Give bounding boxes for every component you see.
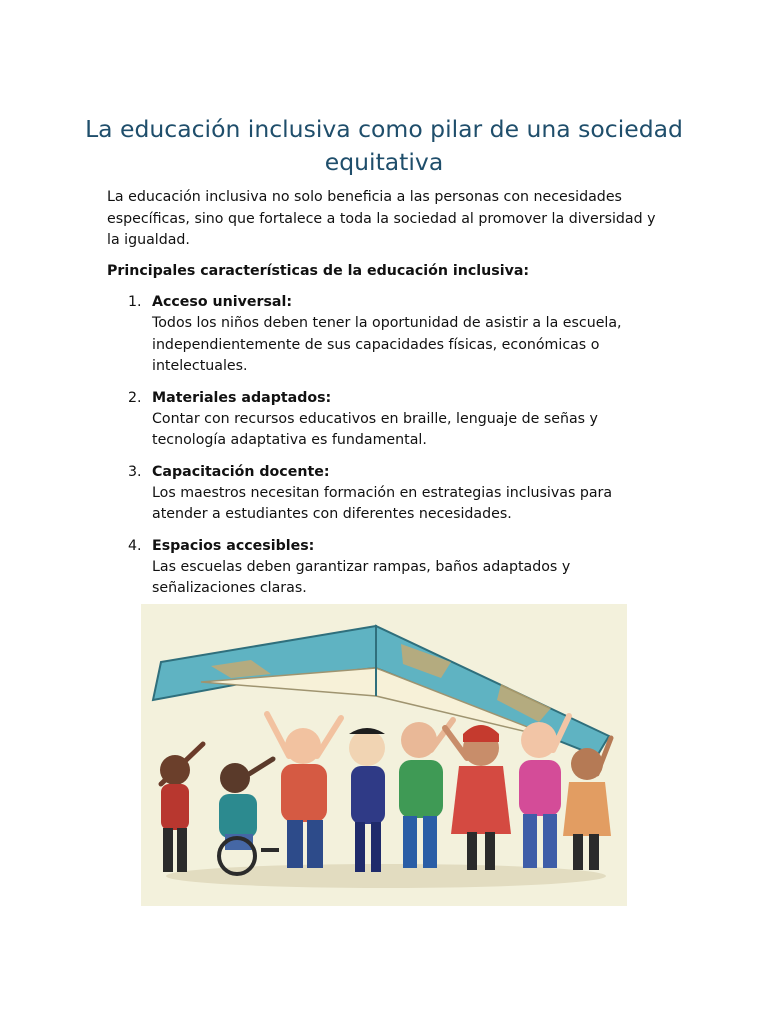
list-item-number: 3. [128,463,142,480]
features-list [107,292,667,610]
list-item-number: 4. [128,537,142,554]
list-item-text: Todos los niños deben tener la oportunidad de asistir a la escuela, independientemente de sus capacidades físicas, económicas o intelectuales. [152,315,622,374]
features-heading: Principales características de la educación inclusiva: [107,263,530,279]
document-title: La educación inclusiva como pilar de una sociedad equitativa [85,115,683,176]
list-item-text: Contar con recursos educativos en braille, lenguaje de señas y tecnología adaptativa es fundamental. [152,410,598,448]
list-item [107,536,667,600]
list-item-title: Acceso universal: [152,294,293,310]
list-item-number: 2. [128,389,142,406]
intro-paragraph: La educación inclusiva no solo beneficia a las personas con necesidades específicas, sino que fortalece a toda la sociedad al promover la diversidad y la igualdad. [107,189,656,248]
list-item [107,462,667,526]
list-item-title: Espacios accesibles: [152,537,315,554]
list-item-number: 1. [128,294,142,310]
list-item-text: Las escuelas deben garantizar rampas, baños adaptados y señalizaciones claras. [152,558,571,596]
list-item [107,292,667,378]
list-item [107,388,667,452]
list-item-text: Los maestros necesitan formación en estrategias inclusivas para atender a estudiantes con diferentes necesidades. [152,484,613,522]
list-item-title: Materiales adaptados: [152,389,332,406]
inclusive-children-illustration [141,604,627,906]
list-item-title: Capacitación docente: [152,463,330,480]
